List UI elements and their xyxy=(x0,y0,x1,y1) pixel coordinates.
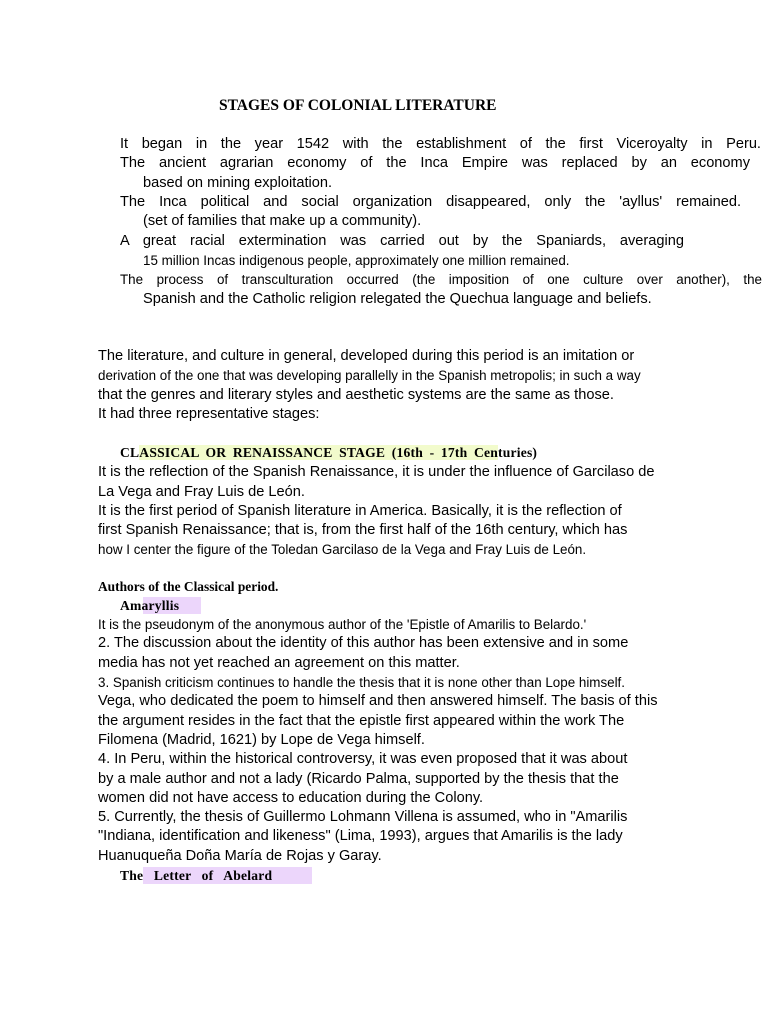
intro-line: It began in the year 1542 with the establishment of the first Viceroyalty in Peru. xyxy=(120,136,761,152)
amarylis-heading xyxy=(120,596,179,615)
intro-line: The Inca political and social organization disappeared, only the 'ayllus' remained. xyxy=(120,194,741,210)
stage-text-line: La Vega and Fray Luis de León. xyxy=(98,484,305,500)
intro-line: The ancient agrarian economy of the Inca Empire was replaced by an economy xyxy=(120,155,750,171)
paragraph-line: It had three representative stages: xyxy=(98,406,320,422)
amarylis-text-line: 3. Spanish criticism continues to handle the thesis that it is none other than Lope himself. xyxy=(98,675,626,690)
intro-line: A great racial extermination was carried out by the Spaniards, averaging xyxy=(120,233,684,249)
stage-heading xyxy=(120,443,537,462)
intro-line: based on mining exploitation. xyxy=(143,175,333,191)
document-title: STAGES OF COLONIAL LITERATURE xyxy=(219,97,497,114)
amarylis-text-line: women did not have access to education during the Colony. xyxy=(98,790,484,806)
amarylis-text-line: 2. The discussion about the identity of this author has been extensive and in some xyxy=(98,635,629,651)
intro-line: 15 million Incas indigenous people, approximately one million remained. xyxy=(143,253,570,268)
stage-text-line: It is the first period of Spanish literature in America. Basically, it is the reflection of xyxy=(98,503,622,519)
intro-line: Spanish and the Catholic religion relegated the Quechua language and beliefs. xyxy=(143,291,652,307)
authors-heading: Authors of the Classical period. xyxy=(98,579,279,594)
paragraph-line: that the genres and literary styles and aesthetic systems are the same as those. xyxy=(98,387,614,403)
amarylis-text-line: 4. In Peru, within the historical controversy, it was even proposed that it was about xyxy=(98,751,628,767)
amarylis-text-line: Filomena (Madrid, 1621) by Lope de Vega himself. xyxy=(98,732,425,748)
paragraph-line: The literature, and culture in general, developed during this period is an imitation or xyxy=(98,348,635,364)
amarylis-text-line: media has not yet reached an agreement on this matter. xyxy=(98,655,460,671)
stage-heading-suffix: turies) xyxy=(498,445,538,460)
amarylis-heading-highlight: ryllis xyxy=(148,598,180,613)
stage-text-line: how I center the figure of the Toledan Garcilaso de la Vega and Fray Luis de León. xyxy=(98,542,587,557)
intro-line: (set of families that make up a community). xyxy=(143,213,422,229)
amarylis-text-line: by a male author and not a lady (Ricardo Palma, supported by the thesis that the xyxy=(98,771,619,787)
amarylis-text-line: the argument resides in the fact that the epistle first appeared within the work The xyxy=(98,713,625,729)
paragraph-line: derivation of the one that was developing parallelly in the Spanish metropolis; in such a way xyxy=(98,368,641,383)
letter-heading-prefix: The xyxy=(120,868,144,883)
intro-line: The process of transculturation occurred (the imposition of one culture over another), the xyxy=(120,272,762,287)
amarylis-text-line: It is the pseudonym of the anonymous author of the 'Epistle of Amarilis to Belardo.' xyxy=(98,617,587,632)
letter-heading xyxy=(120,866,272,885)
amarylis-text-line: "Indiana, identification and likeness" (Lima, 1993), argues that Amarilis is the lady xyxy=(98,828,623,844)
amarylis-text-line: Vega, who dedicated the poem to himself and then answered himself. The basis of this xyxy=(98,693,658,709)
letter-heading-highlight: Letter of Abelard xyxy=(153,868,273,883)
amarylis-heading-prefix: Ama xyxy=(120,598,149,613)
stage-text-line: first Spanish Renaissance; that is, from the first half of the 16th century, which has xyxy=(98,522,628,538)
stage-heading-prefix: CL xyxy=(120,445,140,460)
stage-heading-highlight: ASSICAL OR RENAISSANCE STAGE (16th - 17th Cen xyxy=(139,445,499,460)
amarylis-text-line: 5. Currently, the thesis of Guillermo Lohmann Villena is assumed, who in "Amarilis xyxy=(98,809,628,825)
stage-text-line: It is the reflection of the Spanish Renaissance, it is under the influence of Garcilaso de xyxy=(98,464,655,480)
amarylis-text-line: Huanuqueña Doña María de Rojas y Garay. xyxy=(98,848,382,864)
